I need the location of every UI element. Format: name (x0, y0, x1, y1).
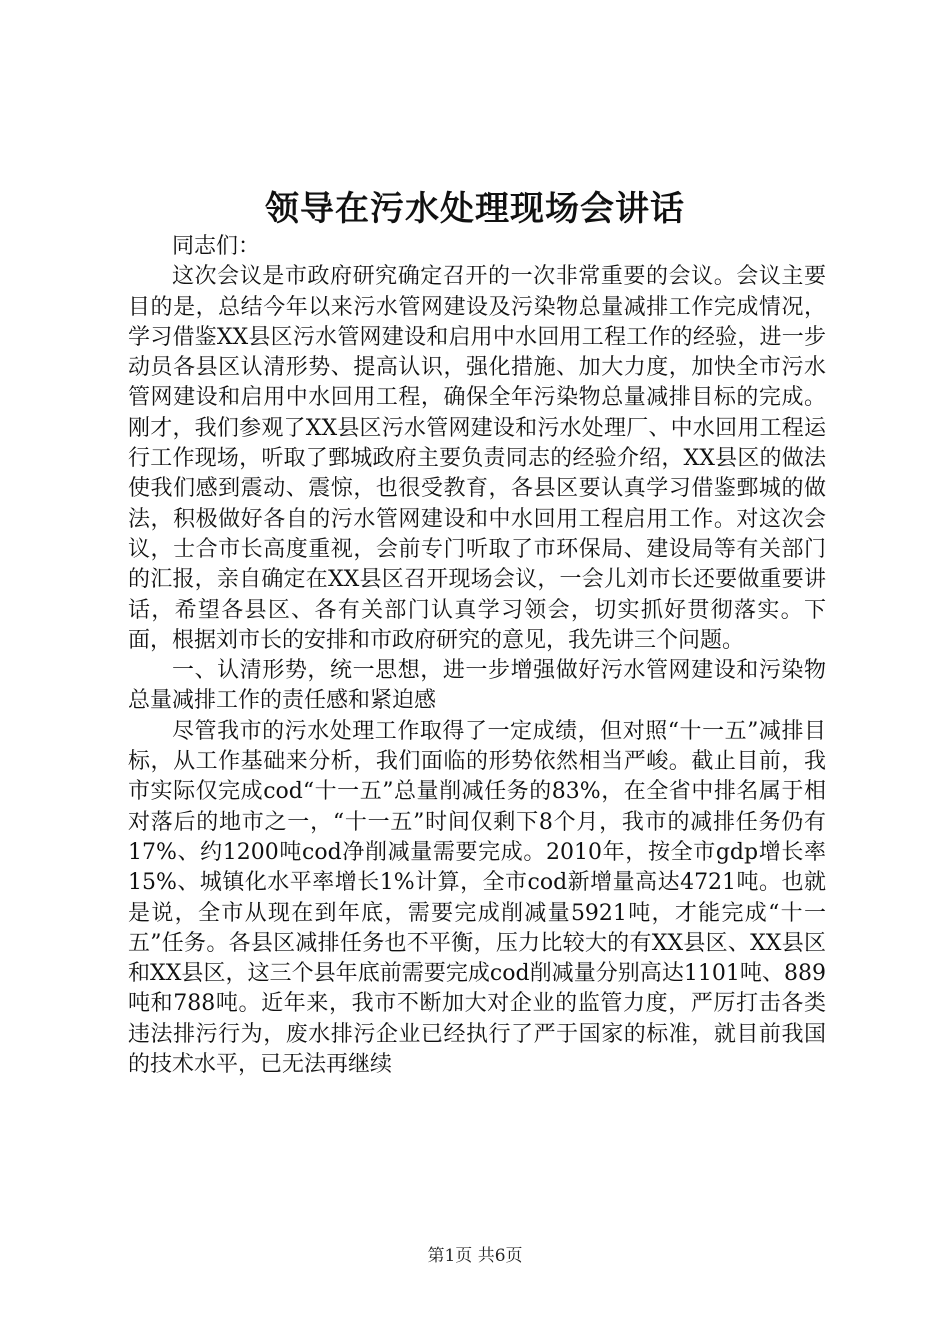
salutation: 同志们： (172, 234, 261, 259)
paragraph-situation: 尽管我市的污水处理工作取得了一定成绩，但对照“十一五”减排目标，从工作基础来分析，我们面临的形势依然相当严峻。截止目前，我市实际仅完成cod“十一五”总量削减任务的83%，在全省中排名属于相对落后的地市之一，“十一五”时间仅剩下8个月，我市的减排任务仍有17%、约1200吨cod净削减量需要完成。2010年，按全市gdp增长率15%、城镇化水平率增长1%计算，全市cod新增量高达4721吨。也就是说，全市从现在到年底，需要完成削减量5921吨，才能完成“十一五”任务。各县区减排任务也不平衡，压力比较大的有XX县区、XX县区和XX县区，这三个县年底前需要完成cod削减量分别高达1101吨、889吨和788吨。近年来，我市不断加大对企业的监管力度，严厉打击各类违法排污行为，废水排污企业已经执行了严于国家的标准，就目前我国的技术水平，已无法再继续 (128, 718, 826, 1078)
document-body (128, 232, 826, 1080)
section-heading-1: 一、认清形势，统一思想，进一步增强做好污水管网建设和污染物总量减排工作的责任感和紧迫感 (128, 658, 826, 714)
page-footer: 第1页 共6页 (427, 1246, 523, 1266)
paragraph-intro: 这次会议是市政府研究确定召开的一次非常重要的会议。会议主要目的是，总结今年以来污水管网建设及污染物总量减排工作完成情况，学习借鉴XX县区污水管网建设和启用中水回用工程工作的经验，进一步动员各县区认清形势、提高认识，强化措施、加大力度，加快全市污水管网建设和启用中水回用工程，确保全年污染物总量减排目标的完成。刚才，我们参观了XX县区污水管网建设和污水处理厂、中水回用工程运行工作现场，听取了鄄城政府主要负责同志的经验介绍，XX县区的做法使我们感到震动、震惊，也很受教育，各县区要认真学习借鉴鄄城的做法，积极做好各自的污水管网建设和中水回用工程启用工作。对这次会议，士合市长高度重视，会前专门听取了市环保局、建设局等有关部门的汇报，亲自确定在XX县区召开现场会议，一会儿刘市长还要做重要讲话，希望各县区、各有关部门认真学习领会，切实抓好贯彻落实。下面，根据刘市长的安排和市政府研究的意见，我先讲三个问题。 (128, 264, 826, 653)
document-title: 领导在污水处理现场会讲话 (265, 189, 685, 229)
